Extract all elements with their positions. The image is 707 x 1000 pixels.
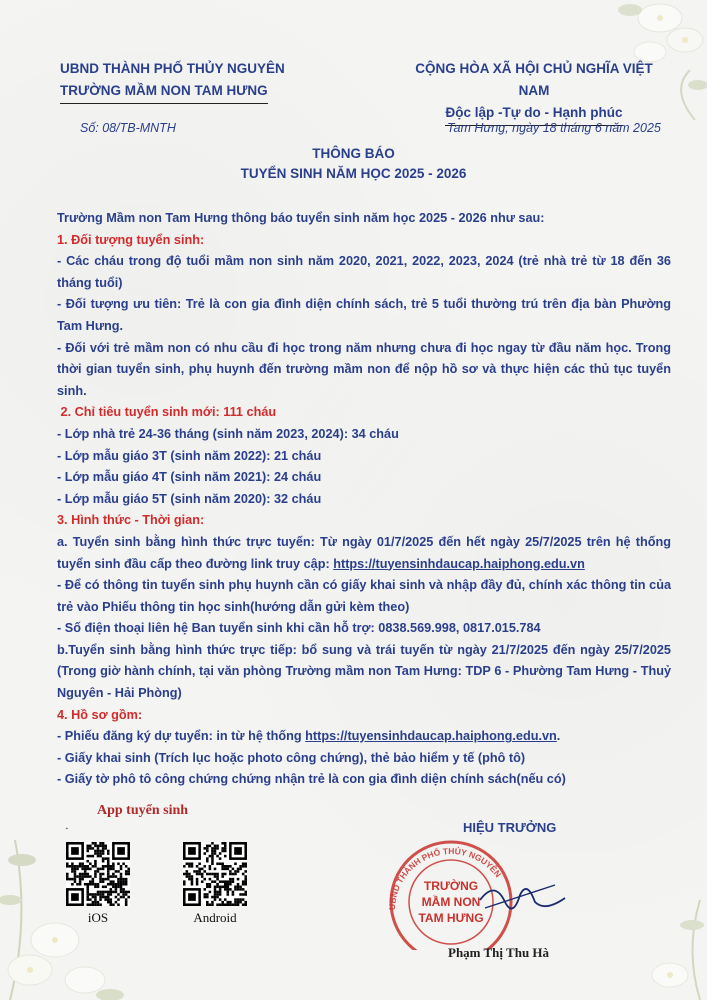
national-motto-block bbox=[400, 58, 668, 126]
document-subtitle: TUYỂN SINH NĂM HỌC 2025 - 2026 bbox=[240, 166, 467, 181]
section-2-item: - Lớp mẫu giáo 5T (sinh năm 2020): 32 cháu bbox=[57, 491, 322, 506]
app-label: App tuyển sinh bbox=[97, 803, 189, 818]
place-date: Tam Hưng, ngày 18 tháng 6 năm 2025 bbox=[447, 121, 661, 135]
section-1-item: - Đối tượng ưu tiên: Trẻ là con gia đình diện chính sách, trẻ 5 tuổi thường trú trên địa bàn Phường Tam Hưng. bbox=[57, 297, 671, 333]
notice-body bbox=[57, 208, 671, 791]
section-4-form-end: . bbox=[556, 729, 561, 744]
qr-caption-android: Android bbox=[193, 910, 237, 925]
section-2-item: - Lớp mẫu giáo 4T (sinh năm 2021): 24 cháu bbox=[57, 470, 322, 485]
section-3-heading: 3. Hình thức - Thời gian: bbox=[57, 513, 205, 528]
issuer-school: TRƯỜNG MẦM NON TAM HƯNG bbox=[60, 80, 268, 104]
section-4-heading: 4. Hồ sơ gồm: bbox=[57, 707, 143, 722]
stamp-text-line: MẦM NON bbox=[421, 895, 481, 909]
issuer-authority: UBND THÀNH PHỐ THỦY NGUYÊN bbox=[60, 61, 285, 76]
qr-caption-ios: iOS bbox=[87, 910, 109, 925]
stamp-ring-text: UBND THÀNH PHỐ THỦY NGUYÊN bbox=[386, 845, 504, 911]
national-motto: Độc lập -Tự do - Hạnh phúc bbox=[445, 102, 622, 126]
qr-code-ios[interactable] bbox=[66, 842, 130, 906]
qr-code-android[interactable] bbox=[183, 842, 247, 906]
issuer-block bbox=[60, 58, 285, 104]
national-name: CỘNG HÒA XÃ HỘI CHỦ NGHĨA VIỆT NAM bbox=[415, 61, 653, 98]
section-3-online bbox=[57, 532, 671, 575]
stamp-text-line: TRƯỜNG bbox=[423, 879, 479, 893]
registration-link[interactable]: https://tuyensinhdaucap.haiphong.edu.vn bbox=[305, 729, 557, 744]
section-4-form-text: - Phiếu đăng ký dự tuyển: in từ hệ thống bbox=[57, 729, 306, 744]
signatory-title: HIỆU TRƯỞNG bbox=[463, 820, 557, 835]
section-1-item: - Đối với trẻ mầm non có nhu cầu đi học trong năm nhưng chưa đi học ngay từ đầu năm học. Trong thời gian tuyển sinh, phụ huynh đến trường mầm non để nộp hồ sơ và thực hiện các thủ tục tuyển sinh. bbox=[57, 340, 671, 398]
section-3-phone: - Số điện thoại liên hệ Ban tuyển sinh khi cần hỗ trợ: 0838.569.998, 0817.015.784 bbox=[57, 621, 541, 636]
section-2-heading: 2. Chỉ tiêu tuyển sinh mới: 111 cháu bbox=[57, 405, 277, 420]
section-4-item: - Giấy tờ phô tô công chứng chứng nhận trẻ là con gia đình diện chính sách(nếu có) bbox=[57, 772, 566, 787]
section-3-in-person: b.Tuyển sinh bằng hình thức trực tiếp: bổ sung và trái tuyến từ ngày 21/7/2025 đến ngày 25/7/2025 (Trong giờ hành chính, tại văn phòng Trường mầm non Tam Hưng: TDP 6 - Phường Tam Hưng - Thuỷ Nguyên - Hải Phòng) bbox=[57, 642, 671, 701]
document-title: THÔNG BÁO bbox=[312, 146, 395, 161]
intro-paragraph: Trường Mầm non Tam Hưng thông báo tuyển sinh năm học 2025 - 2026 như sau: bbox=[57, 211, 545, 225]
document-number: Số: 08/TB-MNTH bbox=[80, 121, 176, 135]
section-1-item: - Các cháu trong độ tuổi mầm non sinh năm 2020, 2021, 2022, 2023, 2024 (trẻ nhà trẻ từ 18 đến 36 tháng tuổi) bbox=[57, 254, 671, 290]
section-2-item: - Lớp mẫu giáo 3T (sinh năm 2022): 21 cháu bbox=[57, 448, 322, 463]
flower-decoration-bottom-right bbox=[600, 880, 707, 1000]
section-3-online-text: a. Tuyển sinh bằng hình thức trực tuyến: Từ ngày 01/7/2025 đến hết ngày 25/7/2025 trên hệ thống tuyển sinh đầu cấp theo đường link truy cập: bbox=[57, 534, 671, 571]
enrollment-link[interactable]: https://tuyensinhdaucap.haiphong.edu.vn bbox=[333, 556, 585, 571]
qr-tiny-caption: ▪ bbox=[66, 826, 68, 832]
section-4-item-form bbox=[57, 726, 671, 748]
section-1-heading: 1. Đối tượng tuyển sinh: bbox=[57, 232, 205, 247]
stamp-text-line: TAM HƯNG bbox=[418, 911, 484, 925]
school-stamp bbox=[375, 840, 575, 950]
section-4-item: - Giấy khai sinh (Trích lục hoặc photo công chứng), thẻ bảo hiểm y tế (phô tô) bbox=[57, 750, 526, 765]
signatory-name: Phạm Thị Thu Hà bbox=[448, 945, 550, 960]
section-2-item: - Lớp nhà trẻ 24-36 tháng (sinh năm 2023, 2024): 34 cháu bbox=[57, 426, 399, 441]
section-3-item: - Để có thông tin tuyển sinh phụ huynh cần có giấy khai sinh và nhập đầy đủ, chính xác thông tin của trẻ vào Phiếu thông tin học sinh(hướng dẫn gửi kèm theo) bbox=[57, 578, 671, 614]
